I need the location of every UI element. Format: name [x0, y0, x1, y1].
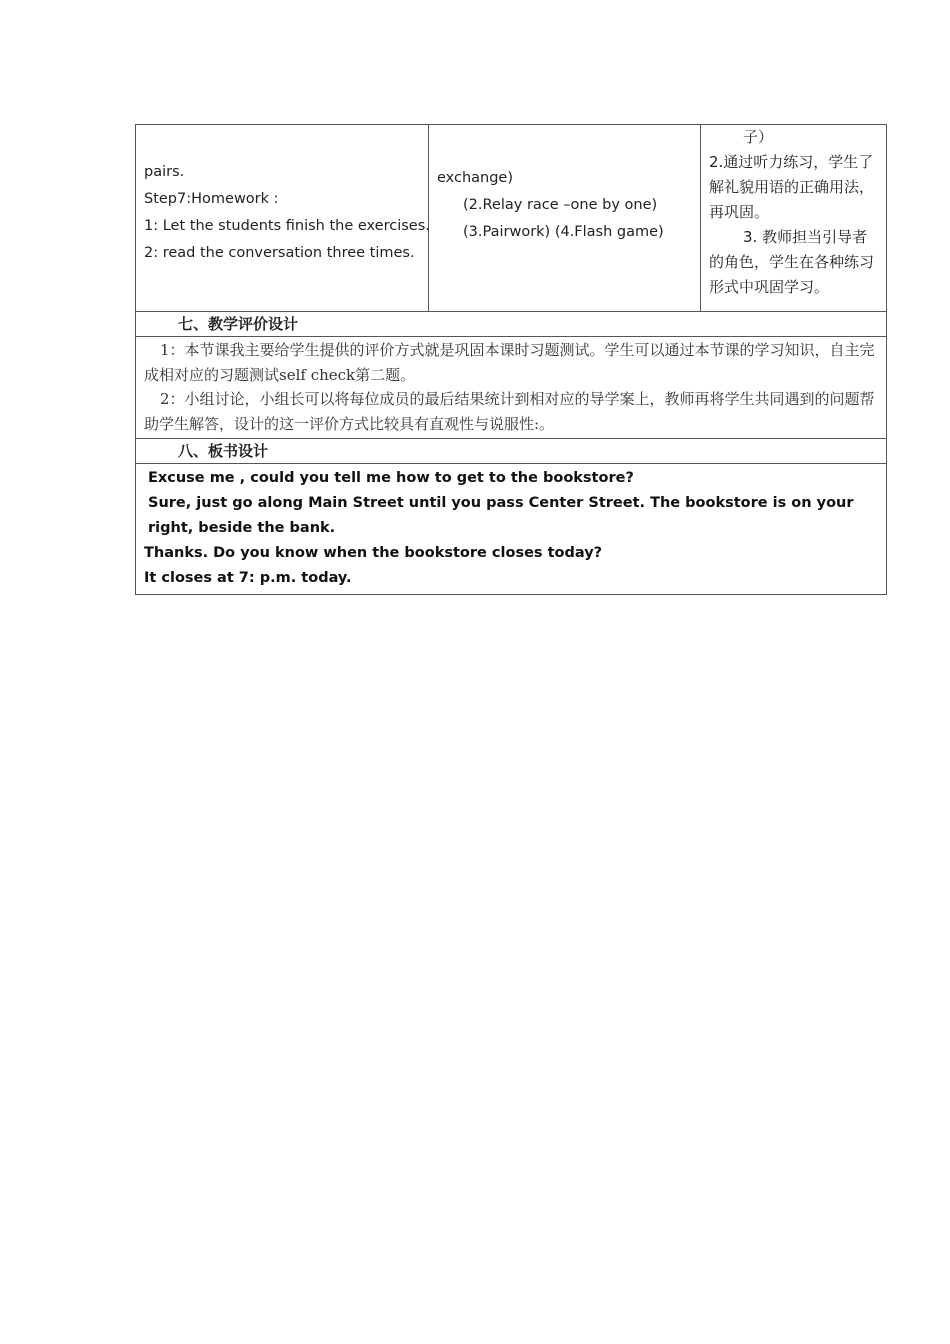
board-line: Excuse me , could you tell me how to get to the bookstore?	[148, 470, 634, 486]
text-line: pairs.	[144, 164, 185, 180]
teacher-activity-cell	[136, 125, 429, 311]
board-line: It closes at 7: p.m. today.	[144, 570, 352, 586]
text-line: Step7:Homework :	[144, 191, 279, 207]
text-line: (3.Pairwork) (4.Flash game)	[463, 224, 664, 240]
board-line: Thanks. Do you know when the bookstore closes today?	[144, 545, 603, 561]
evaluation-cell	[136, 337, 886, 439]
evaluation-paragraph: 2：小组讨论，小组长可以将每位成员的最后结果统计到相对应的导学案上，教师再将学生共同遇到的问题帮助学生解答，设计的这一评价方式比较具有直观性与说服性:。	[144, 390, 875, 433]
text-line: 2.通过听力练习，学生了解礼貌用语的正确用法，再巩固。	[709, 153, 875, 221]
student-activity-cell	[429, 125, 701, 311]
text-line: 1: Let the students finish the exercises.	[144, 218, 430, 234]
board-line: Sure, just go along Main Street until you pass Center Street. The bookstore is on your right, beside the bank.	[148, 495, 854, 536]
design-intent-cell	[701, 125, 886, 311]
text-line: 2: read the conversation three times.	[144, 245, 415, 261]
procedure-row	[136, 125, 886, 312]
text-line: 子）	[743, 128, 774, 146]
section-heading-board-design: 八、板书设计	[136, 439, 886, 464]
text-line: 3. 教师担当引导者的角色，学生在各种练习形式中巩固学习。	[709, 228, 875, 296]
lesson-table	[135, 124, 887, 595]
evaluation-paragraph: 1：本节课我主要给学生提供的评价方式就是巩固本课时习题测试。学生可以通过本节课的学习知识，自主完成相对应的习题测试self check第二题。	[144, 341, 875, 384]
board-design-cell	[136, 464, 886, 594]
section-heading-evaluation: 七、教学评价设计	[136, 312, 886, 337]
text-line: exchange)	[437, 170, 514, 186]
text-line: (2.Relay race –one by one)	[463, 197, 658, 213]
